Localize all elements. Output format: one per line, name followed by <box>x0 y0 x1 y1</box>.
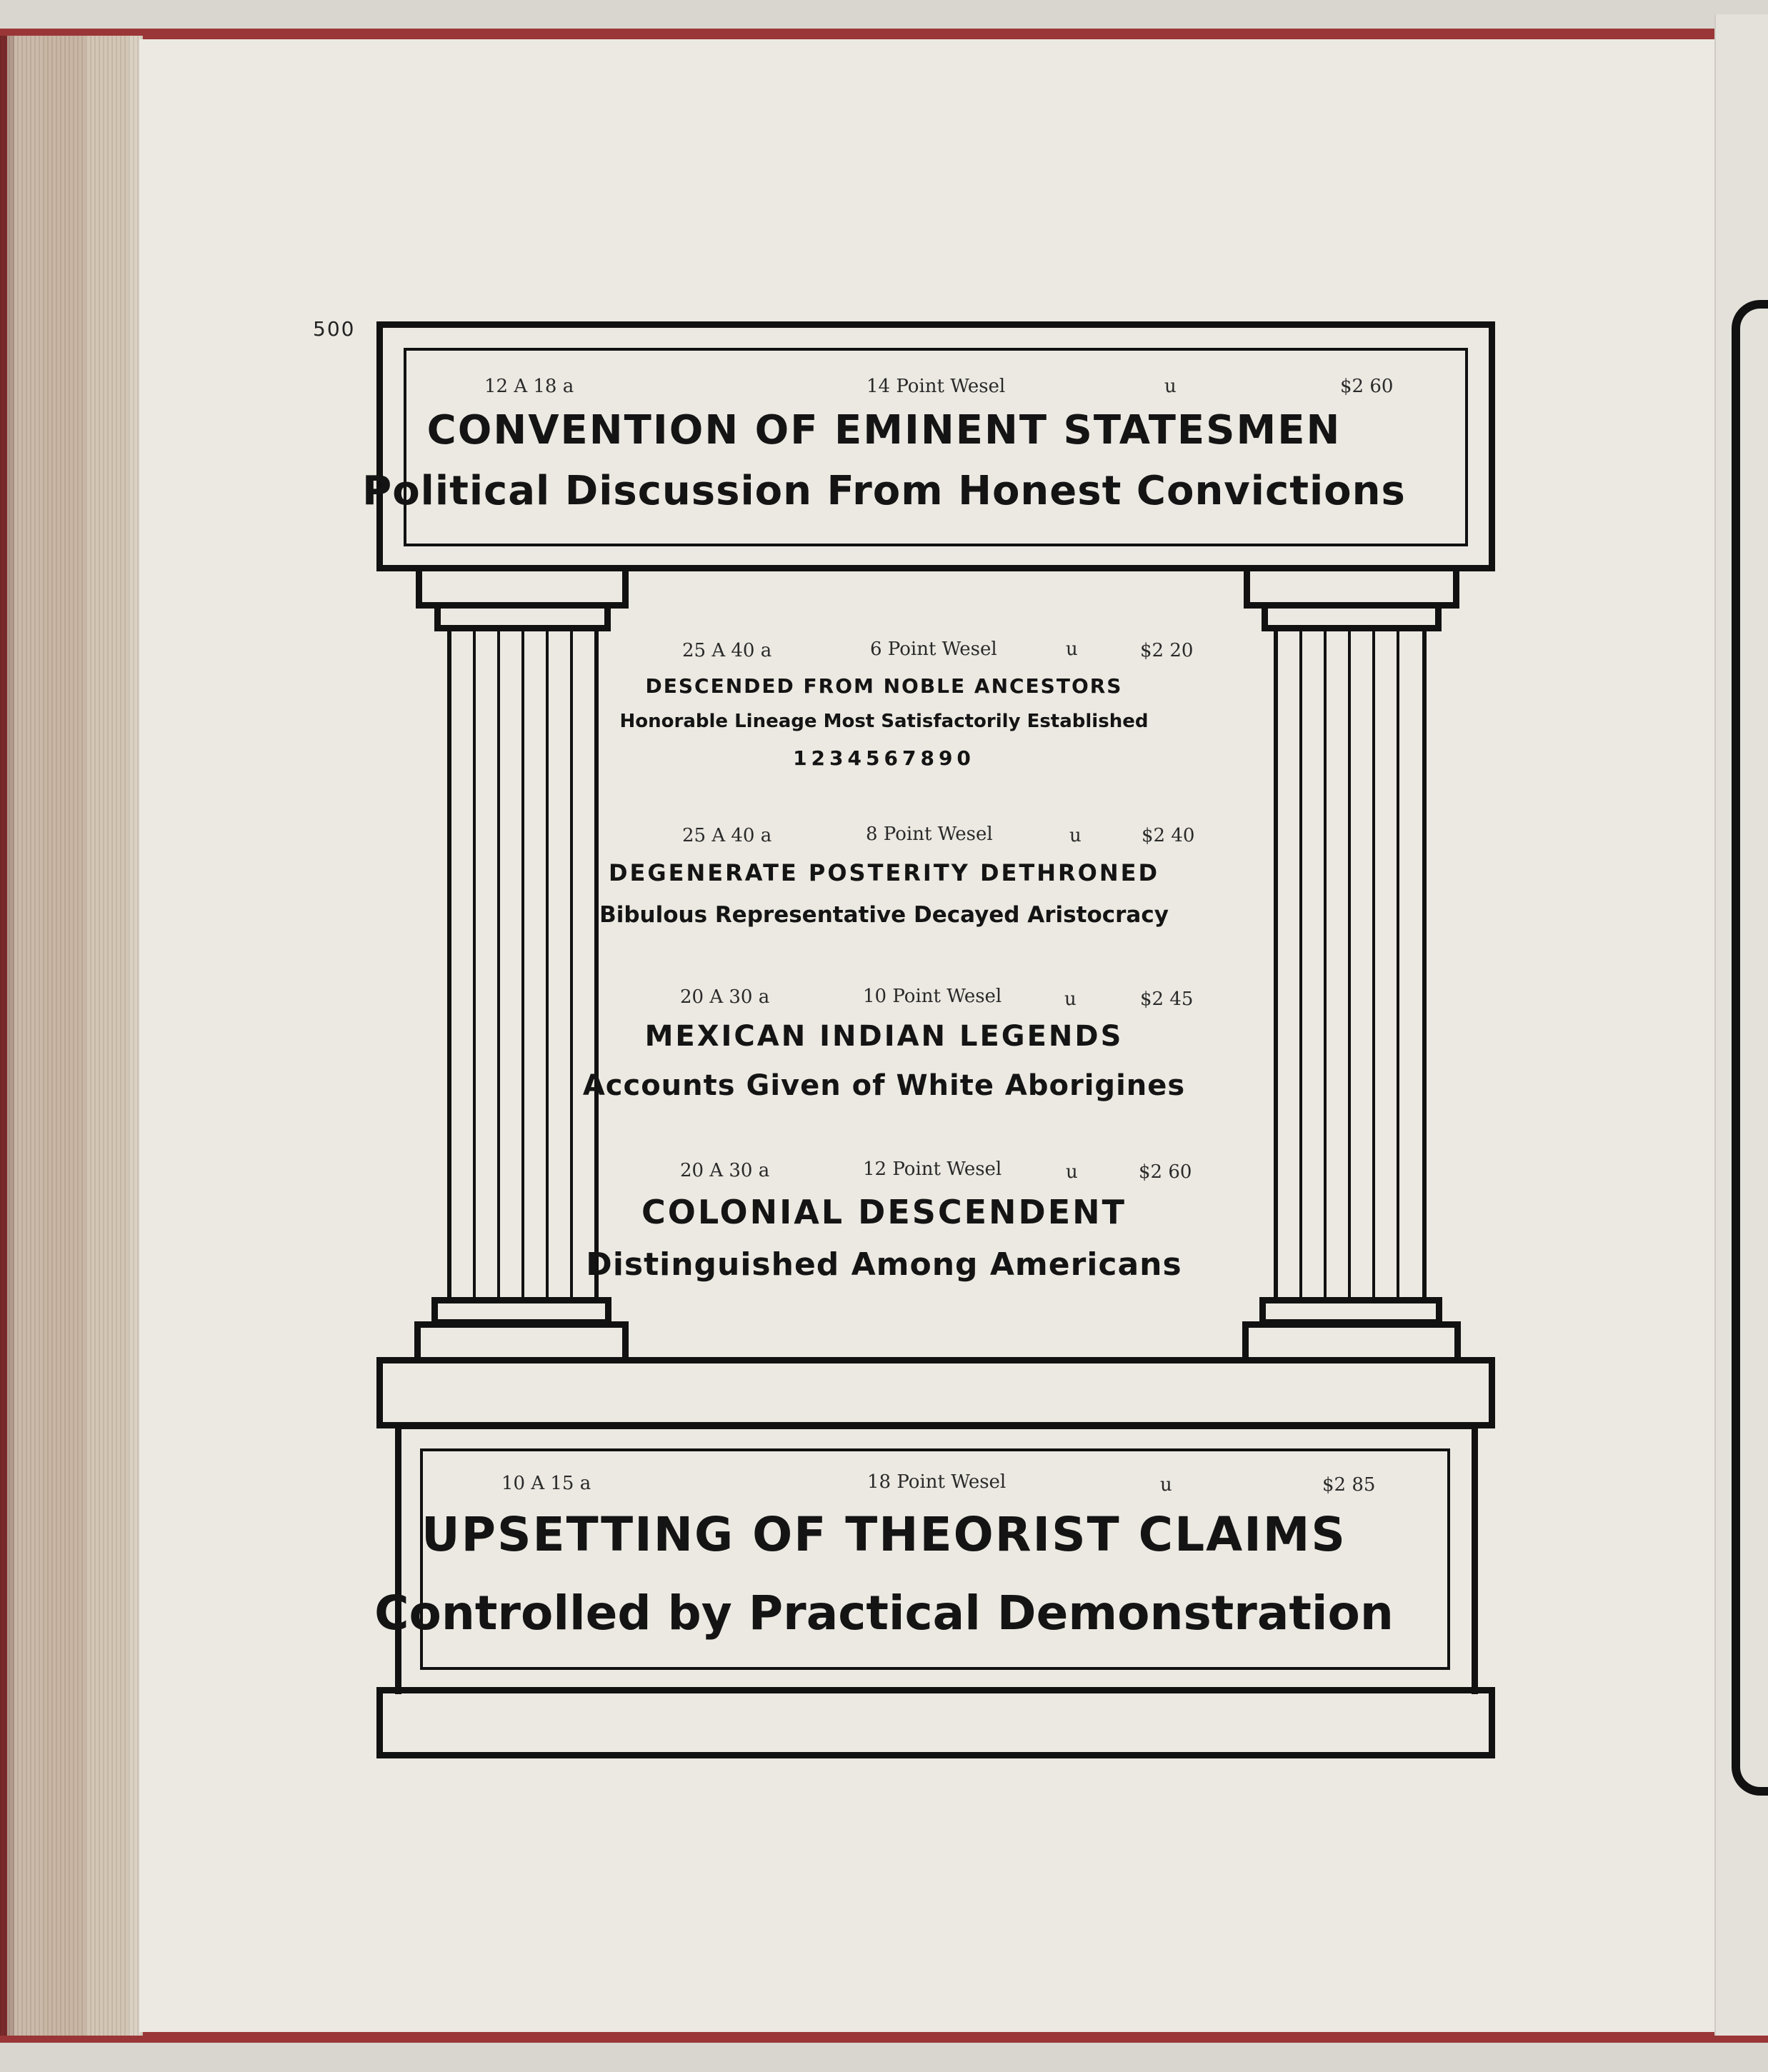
base-slab-bottom <box>376 1687 1495 1758</box>
specimen-2-mark: u <box>1069 825 1082 846</box>
bottom-panel-price: $2 85 <box>1322 1474 1376 1496</box>
specimen-1-figures: 1234567890 <box>793 746 975 770</box>
top-panel-headline: CONVENTION OF EMINENT STATESMEN <box>426 407 1342 454</box>
specimen-4-count: 20 A 30 a <box>680 1160 770 1181</box>
right-column-capital-top <box>1244 571 1459 609</box>
bottom-panel-mark: u <box>1160 1474 1172 1496</box>
specimen-2-count: 25 A 40 a <box>682 825 772 846</box>
specimen-1-count: 25 A 40 a <box>682 640 772 661</box>
specimen-3-price: $2 45 <box>1140 989 1194 1010</box>
specimen-3-mark: u <box>1064 989 1077 1010</box>
top-panel-mark: u <box>1164 376 1177 397</box>
specimen-4-size: 12 Point Wesel <box>863 1158 1002 1180</box>
bottom-panel-headline: UPSETTING OF THEORIST CLAIMS <box>421 1507 1347 1562</box>
specimen-3-size: 10 Point Wesel <box>863 986 1002 1007</box>
specimen-1-subline: Honorable Lineage Most Satisfactorily Established <box>619 711 1149 732</box>
specimen-4-subline: Distinguished Among Americans <box>586 1246 1182 1283</box>
bottom-panel-subline: Controlled by Practical Demonstration <box>374 1586 1394 1641</box>
specimen-1-mark: u <box>1066 639 1078 660</box>
bottom-panel-size: 18 Point Wesel <box>867 1471 1007 1493</box>
specimen-4-headline: COLONIAL DESCENDENT <box>641 1193 1127 1231</box>
specimen-2-headline: DEGENERATE POSTERITY DETHRONED <box>608 859 1160 886</box>
specimen-4-price: $2 60 <box>1139 1161 1192 1183</box>
top-panel-size: 14 Point Wesel <box>866 376 1006 397</box>
specimen-3-count: 20 A 30 a <box>680 986 770 1008</box>
bottom-panel-count: 10 A 15 a <box>501 1473 591 1494</box>
specimen-1-price: $2 20 <box>1140 640 1194 661</box>
left-column-base-bottom <box>414 1321 629 1358</box>
top-panel-subline: Political Discussion From Honest Convictions <box>362 468 1406 514</box>
specimen-2-subline: Bibulous Representative Decayed Aristocracy <box>599 902 1169 928</box>
specimen-1-size: 6 Point Wesel <box>870 639 997 660</box>
right-column-capital-bottom <box>1262 604 1442 631</box>
top-panel-count: 12 A 18 a <box>484 376 574 397</box>
specimen-1-headline: DESCENDED FROM NOBLE ANCESTORS <box>645 674 1123 698</box>
specimen-4-mark: u <box>1066 1161 1078 1183</box>
left-column-capital-bottom <box>434 604 611 631</box>
specimen-2-price: $2 40 <box>1142 825 1195 846</box>
specimen-2-size: 8 Point Wesel <box>866 824 993 845</box>
top-panel-price: $2 60 <box>1340 376 1394 397</box>
left-column-capital-top <box>416 571 629 609</box>
specimen-3-headline: MEXICAN INDIAN LEGENDS <box>644 1020 1124 1053</box>
page-number: 500 <box>313 317 356 341</box>
base-slab-top <box>376 1357 1495 1428</box>
right-column-base-bottom <box>1242 1321 1461 1358</box>
specimen-3-subline: Accounts Given of White Aborigines <box>582 1069 1186 1102</box>
